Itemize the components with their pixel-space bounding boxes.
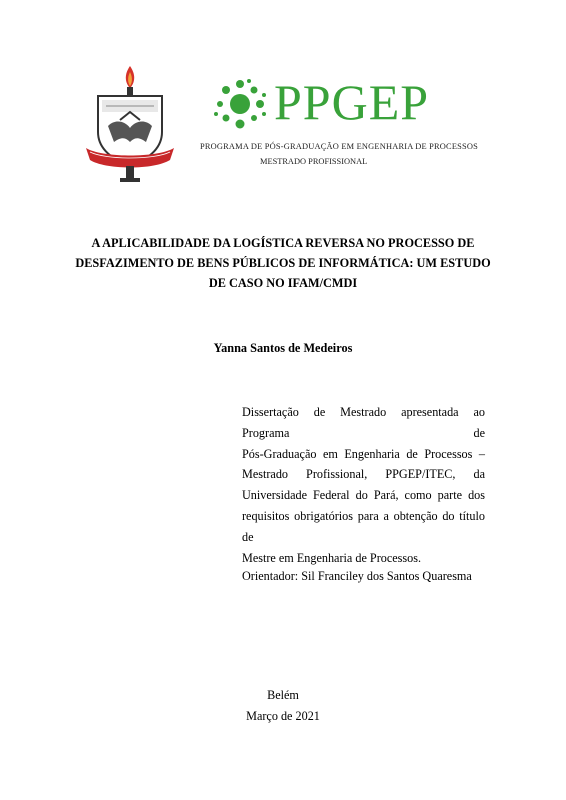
- description-line: requisitos obrigatórios para a obtenção do título de: [242, 508, 485, 544]
- program-name: PROGRAMA DE PÓS-GRADUAÇÃO EM ENGENHARIA DE PROCESSOS: [200, 142, 478, 151]
- author-name: Yanna Santos de Medeiros: [213, 341, 353, 355]
- program-level: MESTRADO PROFISSIONAL: [260, 157, 368, 166]
- description-line: Dissertação de Mestrado apresentada ao Programa de: [242, 405, 485, 440]
- header-logos: [80, 62, 500, 192]
- city: Belém: [267, 688, 299, 702]
- title-line: A APLICABILIDADE DA LOGÍSTICA REVERSA NO PROCESSO DE: [91, 236, 475, 250]
- ppgep-acronym: PPGEP: [274, 74, 430, 130]
- description-line: Mestre em Engenharia de Processos.: [242, 550, 422, 565]
- ppgep-dots-icon: [212, 76, 268, 132]
- ppgep-logo: [200, 74, 492, 176]
- date: Março de 2021: [246, 709, 320, 723]
- advisor: Orientador: Sil Franciley dos Santos Quaresma: [242, 569, 472, 583]
- dissertation-description: [242, 402, 485, 568]
- dissertation-title: [60, 233, 506, 293]
- title-line: DE CASO NO IFAM/CMDI: [208, 276, 358, 290]
- description-line: Pós-Graduação em Engenharia de Processos –: [242, 446, 485, 461]
- description-line: Mestrado Profissional, PPGEP/ITEC, da: [242, 467, 485, 482]
- description-line: Universidade Federal do Pará, como parte dos: [242, 488, 485, 503]
- ufpa-seal-logo: [80, 62, 180, 184]
- title-line: DESFAZIMENTO DE BENS PÚBLICOS DE INFORMÁTICA: UM ESTUDO: [75, 256, 491, 270]
